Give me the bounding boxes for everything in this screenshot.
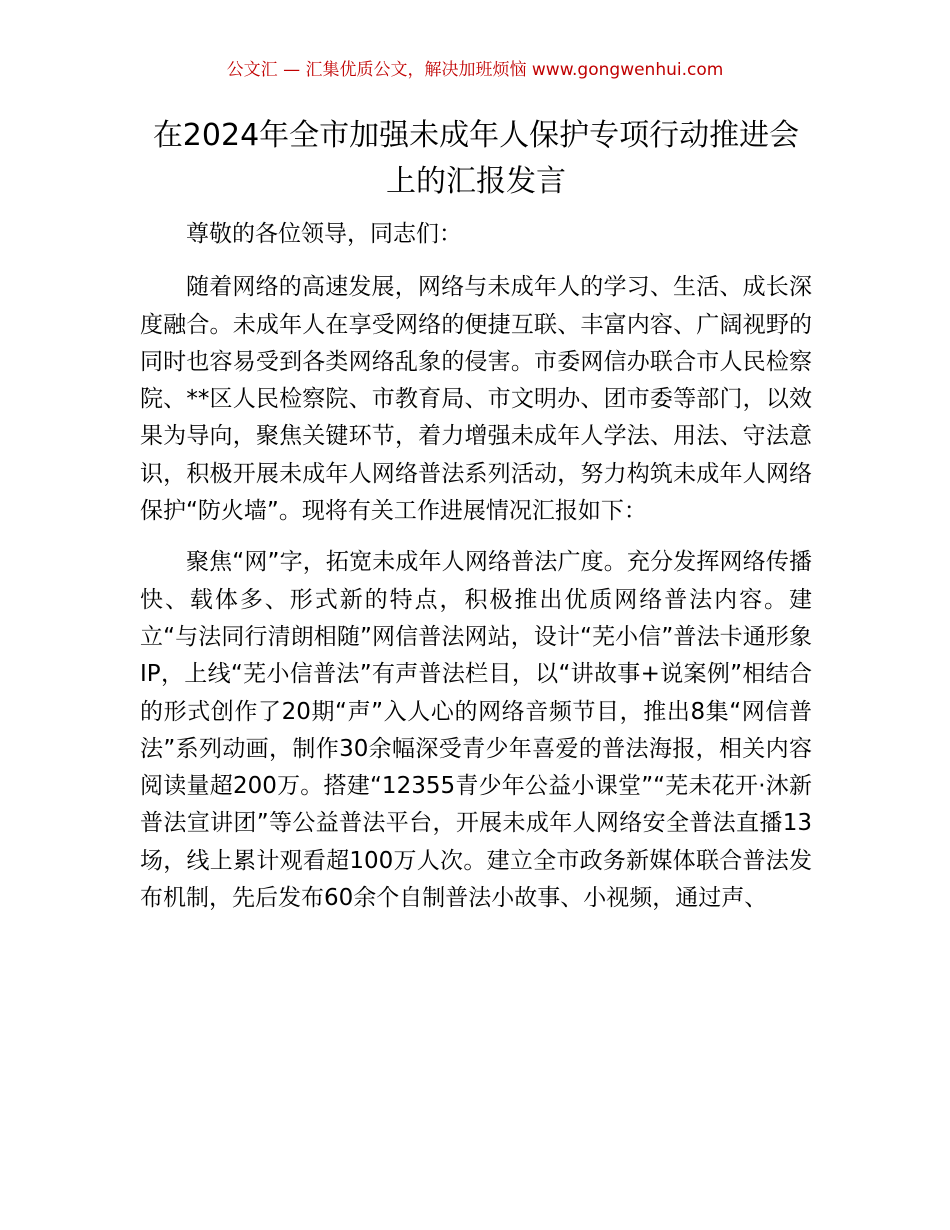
paragraph: 随着网络的高速发展，网络与未成年人的学习、生活、成长深度融合。未成年人在享受网络的便捷互联、丰富内容、广阔视野的同时也容易受到各类网络乱象的侵害。市委网信办联合市人民检察院、**区人民检察院、市教育局、市文明办、团市委等部门，以效果为导向，聚焦关键环节，着力增强未成年人学法、用法、守法意识，积极开展未成年人网络普法系列活动，努力构筑未成年人网络保护“防火墙”。现将有关工作进展情况汇报如下：: [140, 274, 812, 525]
watermark-header: 公文汇 — 汇集优质公文，解决加班烦恼 www.gongwenhui.com: [226, 60, 724, 80]
greeting: 尊敬的各位领导，同志们：: [186, 221, 462, 247]
document-body: [140, 216, 812, 917]
paragraph: 聚焦“网”字，拓宽未成年人网络普法广度。充分发挥网络传播快、载体多、形式新的特点，积极推出优质网络普法内容。建立“与法同行清朗相随”网信普法网站，设计“芜小信”普法卡通形象IP，上线“芜小信普法”有声普法栏目，以“讲故事+说案例”相结合的形式创作了20期“声”入人心的网络音频节目，推出8集“网信普法”系列动画，制作30余幅深受青少年喜爱的普法海报，相关内容阅读量超200万。搭建“12355青少年公益小课堂”“芜未花开·沐新普法宣讲团”等公益普法平台，开展未成年人网络安全普法直播13场，线上累计观看超100万人次。建立全市政务新媒体联合普法发布机制，先后发布60余个自制普法小故事、小视频，通过声、: [140, 549, 812, 912]
document-title: 在2024年全市加强未成年人保护专项行动推进会上的汇报发言: [152, 118, 800, 199]
